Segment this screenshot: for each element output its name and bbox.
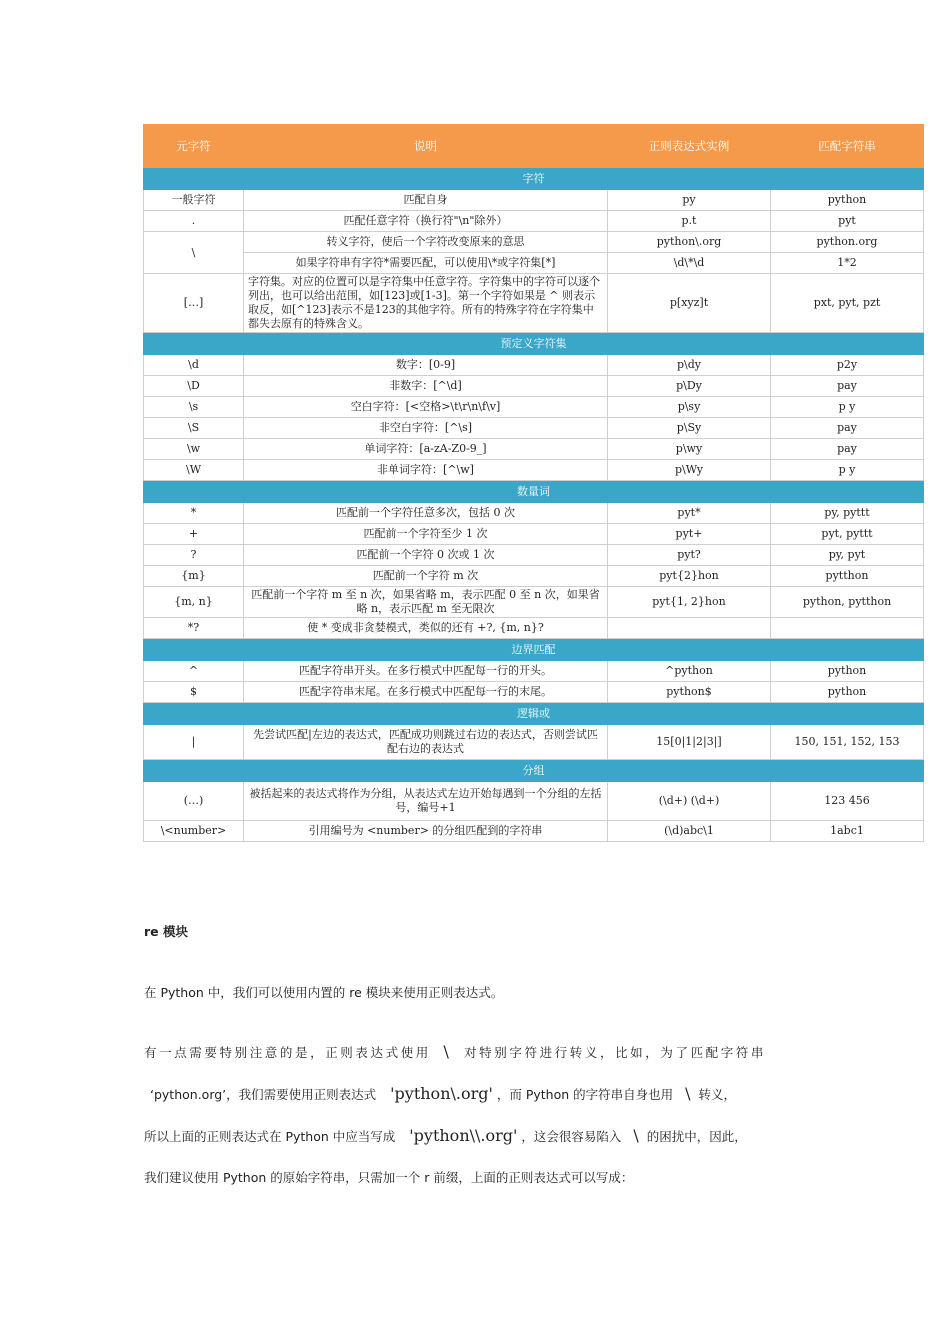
- cell-example: p.t: [608, 211, 771, 232]
- section-header-row: [144, 703, 924, 725]
- cell-example: p\wy: [608, 439, 771, 460]
- table-row: [144, 503, 924, 524]
- cell-example: 15[0|1|2|3|]: [608, 725, 771, 760]
- cell-example: ^python: [608, 661, 771, 682]
- cell-match: python: [771, 661, 924, 682]
- cell-match: pyt: [771, 211, 924, 232]
- text-run: 转义，: [698, 1087, 737, 1102]
- section-header-row: [144, 760, 924, 782]
- cell-description: 匹配自身: [244, 190, 608, 211]
- cell-example: p\Dy: [608, 376, 771, 397]
- paragraph-line: [150, 1084, 736, 1103]
- cell-match: py, pyttt: [771, 503, 924, 524]
- table-row: [144, 190, 924, 211]
- cell-metachar: .: [144, 211, 244, 232]
- cell-metachar: {m}: [144, 566, 244, 587]
- cell-metachar: \D: [144, 376, 244, 397]
- cell-metachar: \W: [144, 460, 244, 481]
- table-row: [144, 725, 924, 760]
- cell-description: 匹配前一个字符至少 1 次: [244, 524, 608, 545]
- cell-example: (\d+) (\d+): [608, 782, 771, 821]
- cell-example: pyt{1, 2}hon: [608, 587, 771, 618]
- cell-example: (\d)abc\1: [608, 821, 771, 842]
- table-row: [144, 274, 924, 333]
- table-row: [144, 418, 924, 439]
- paragraph-line: [144, 1042, 766, 1061]
- table-row: [144, 397, 924, 418]
- cell-description: 匹配字符串末尾。在多行模式中匹配每一行的末尾。: [244, 682, 608, 703]
- cell-metachar: (…): [144, 782, 244, 821]
- cell-metachar: \<number>: [144, 821, 244, 842]
- table-row: [144, 566, 924, 587]
- cell-match: 150, 151, 152, 153: [771, 725, 924, 760]
- cell-match: [771, 618, 924, 639]
- paragraph: 在 Python 中，我们可以使用内置的 re 模块来使用正则表达式。: [144, 985, 504, 1000]
- table-row: [144, 376, 924, 397]
- table-row: [144, 524, 924, 545]
- cell-match: pyt, pyttt: [771, 524, 924, 545]
- cell-example: p\sy: [608, 397, 771, 418]
- cell-metachar: \S: [144, 418, 244, 439]
- paragraph: 我们建议使用 Python 的原始字符串，只需加一个 r 前缀，上面的正则表达式可以写成：: [144, 1170, 634, 1185]
- cell-example: p[xyz]t: [608, 274, 771, 333]
- cell-metachar: $: [144, 682, 244, 703]
- cell-metachar: […]: [144, 274, 244, 333]
- cell-match: 1abc1: [771, 821, 924, 842]
- cell-example: \d\*\d: [608, 253, 771, 274]
- header-example: 正则表达式实例: [608, 125, 771, 168]
- text-run: 有一点需要特别注意的是，正则表达式使用: [144, 1045, 431, 1060]
- cell-example: python$: [608, 682, 771, 703]
- cell-match: pxt, pyt, pzt: [771, 274, 924, 333]
- cell-description: 引用编号为 <number> 的分组匹配到的字符串: [244, 821, 608, 842]
- cell-description: 非数字：[^\d]: [244, 376, 608, 397]
- cell-metachar: |: [144, 725, 244, 760]
- cell-match: python: [771, 682, 924, 703]
- cell-description: 如果字符串有字符*需要匹配，可以使用\*或字符集[*]: [244, 253, 608, 274]
- table-row: [144, 253, 924, 274]
- cell-description: 匹配前一个字符 m 次: [244, 566, 608, 587]
- cell-description: 匹配前一个字符 m 至 n 次，如果省略 m，表示匹配 0 至 n 次，如果省略 n，表示匹配 m 至无限次: [244, 587, 608, 618]
- section-title: 分组: [144, 760, 924, 782]
- cell-match: p y: [771, 460, 924, 481]
- section-title: 逻辑或: [144, 703, 924, 725]
- cell-metachar: \d: [144, 355, 244, 376]
- table-row: [144, 618, 924, 639]
- table-row: [144, 355, 924, 376]
- cell-match: pay: [771, 376, 924, 397]
- section-header-row: [144, 481, 924, 503]
- section-header-row: [144, 168, 924, 190]
- table-row: [144, 821, 924, 842]
- cell-example: p\Sy: [608, 418, 771, 439]
- cell-description: 被括起来的表达式将作为分组，从表达式左边开始每遇到一个分组的左括号，编号+1: [244, 782, 608, 821]
- cell-description: 使 * 变成非贪婪模式，类似的还有 +?, {m, n}?: [244, 618, 608, 639]
- cell-metachar: \: [144, 232, 244, 274]
- cell-description: 非空白字符：[^\s]: [244, 418, 608, 439]
- cell-description: 非单词字符：[^\w]: [244, 460, 608, 481]
- table-row: [144, 682, 924, 703]
- text-run: ，这会很容易陷入: [521, 1129, 622, 1144]
- cell-metachar: *?: [144, 618, 244, 639]
- cell-example: p\Wy: [608, 460, 771, 481]
- cell-metachar: ?: [144, 545, 244, 566]
- section-title: 预定义字符集: [144, 333, 924, 355]
- cell-description: 匹配前一个字符任意多次，包括 0 次: [244, 503, 608, 524]
- backslash-glyph: \: [633, 1126, 639, 1145]
- cell-example: pyt?: [608, 545, 771, 566]
- section-header-row: [144, 333, 924, 355]
- paragraph-line: [144, 1126, 747, 1145]
- cell-metachar: 一般字符: [144, 190, 244, 211]
- regex-literal: 'python\\.org': [409, 1126, 518, 1145]
- backslash-glyph: \: [685, 1084, 691, 1103]
- cell-example: pyt*: [608, 503, 771, 524]
- table-row: [144, 587, 924, 618]
- header-metachar: 元字符: [144, 125, 244, 168]
- section-title: 边界匹配: [144, 639, 924, 661]
- section-heading: re 模块: [144, 924, 188, 939]
- cell-match: pay: [771, 418, 924, 439]
- cell-match: p y: [771, 397, 924, 418]
- cell-description: 数字：[0-9]: [244, 355, 608, 376]
- cell-description: 匹配前一个字符 0 次或 1 次: [244, 545, 608, 566]
- regex-literal: 'python\.org': [390, 1084, 493, 1103]
- text-run: ‘python.org’，我们需要使用正则表达式: [150, 1087, 377, 1102]
- table-row: [144, 232, 924, 253]
- table-row: [144, 782, 924, 821]
- section-title: 数量词: [144, 481, 924, 503]
- cell-match: python: [771, 190, 924, 211]
- cell-match: pytthon: [771, 566, 924, 587]
- table-row: [144, 661, 924, 682]
- text-run: ，而 Python 的字符串自身也用: [496, 1087, 674, 1102]
- cell-description: 单词字符：[a-zA-Z0-9_]: [244, 439, 608, 460]
- section-header-row: [144, 639, 924, 661]
- table-row: [144, 211, 924, 232]
- cell-match: pay: [771, 439, 924, 460]
- cell-metachar: \s: [144, 397, 244, 418]
- cell-match: python, pytthon: [771, 587, 924, 618]
- cell-example: p\dy: [608, 355, 771, 376]
- cell-description: 空白字符：[<空格>\t\r\n\f\v]: [244, 397, 608, 418]
- text-run: 的困扰中，因此，: [646, 1129, 747, 1144]
- cell-match: p2y: [771, 355, 924, 376]
- cell-match: 123 456: [771, 782, 924, 821]
- cell-example: [608, 618, 771, 639]
- cell-example: pyt+: [608, 524, 771, 545]
- text-run: 所以上面的正则表达式在 Python 中应当写成: [144, 1129, 396, 1144]
- regex-metachar-table: [143, 124, 924, 842]
- cell-match: py, pyt: [771, 545, 924, 566]
- cell-metachar: *: [144, 503, 244, 524]
- header-match: 匹配字符串: [771, 125, 924, 168]
- cell-example: pyt{2}hon: [608, 566, 771, 587]
- table-row: [144, 460, 924, 481]
- cell-metachar: ^: [144, 661, 244, 682]
- cell-description: 转义字符，使后一个字符改变原来的意思: [244, 232, 608, 253]
- cell-metachar: {m, n}: [144, 587, 244, 618]
- text-run: 对特别字符进行转义，比如，为了匹配字符串: [464, 1045, 767, 1060]
- cell-description: 先尝试匹配|左边的表达式，匹配成功则跳过右边的表达式，否则尝试匹配右边的表达式: [244, 725, 608, 760]
- cell-metachar: \w: [144, 439, 244, 460]
- cell-metachar: +: [144, 524, 244, 545]
- cell-example: python\.org: [608, 232, 771, 253]
- table-row: [144, 439, 924, 460]
- cell-match: python.org: [771, 232, 924, 253]
- table-row: [144, 545, 924, 566]
- table-header-row: [144, 125, 924, 168]
- cell-description: 匹配任意字符（换行符"\n"除外）: [244, 211, 608, 232]
- section-title: 字符: [144, 168, 924, 190]
- backslash-glyph: \: [443, 1042, 452, 1061]
- cell-description: 字符集。对应的位置可以是字符集中任意字符。字符集中的字符可以逐个列出，也可以给出范围，如[123]或[1-3]。第一个字符如果是 ^ 则表示取反，如[^123]表示不是123的其他字符。所有的特殊字符在字符集中都失去原有的特殊含义。: [244, 274, 608, 333]
- cell-match: 1*2: [771, 253, 924, 274]
- header-description: 说明: [244, 125, 608, 168]
- cell-description: 匹配字符串开头。在多行模式中匹配每一行的开头。: [244, 661, 608, 682]
- cell-example: py: [608, 190, 771, 211]
